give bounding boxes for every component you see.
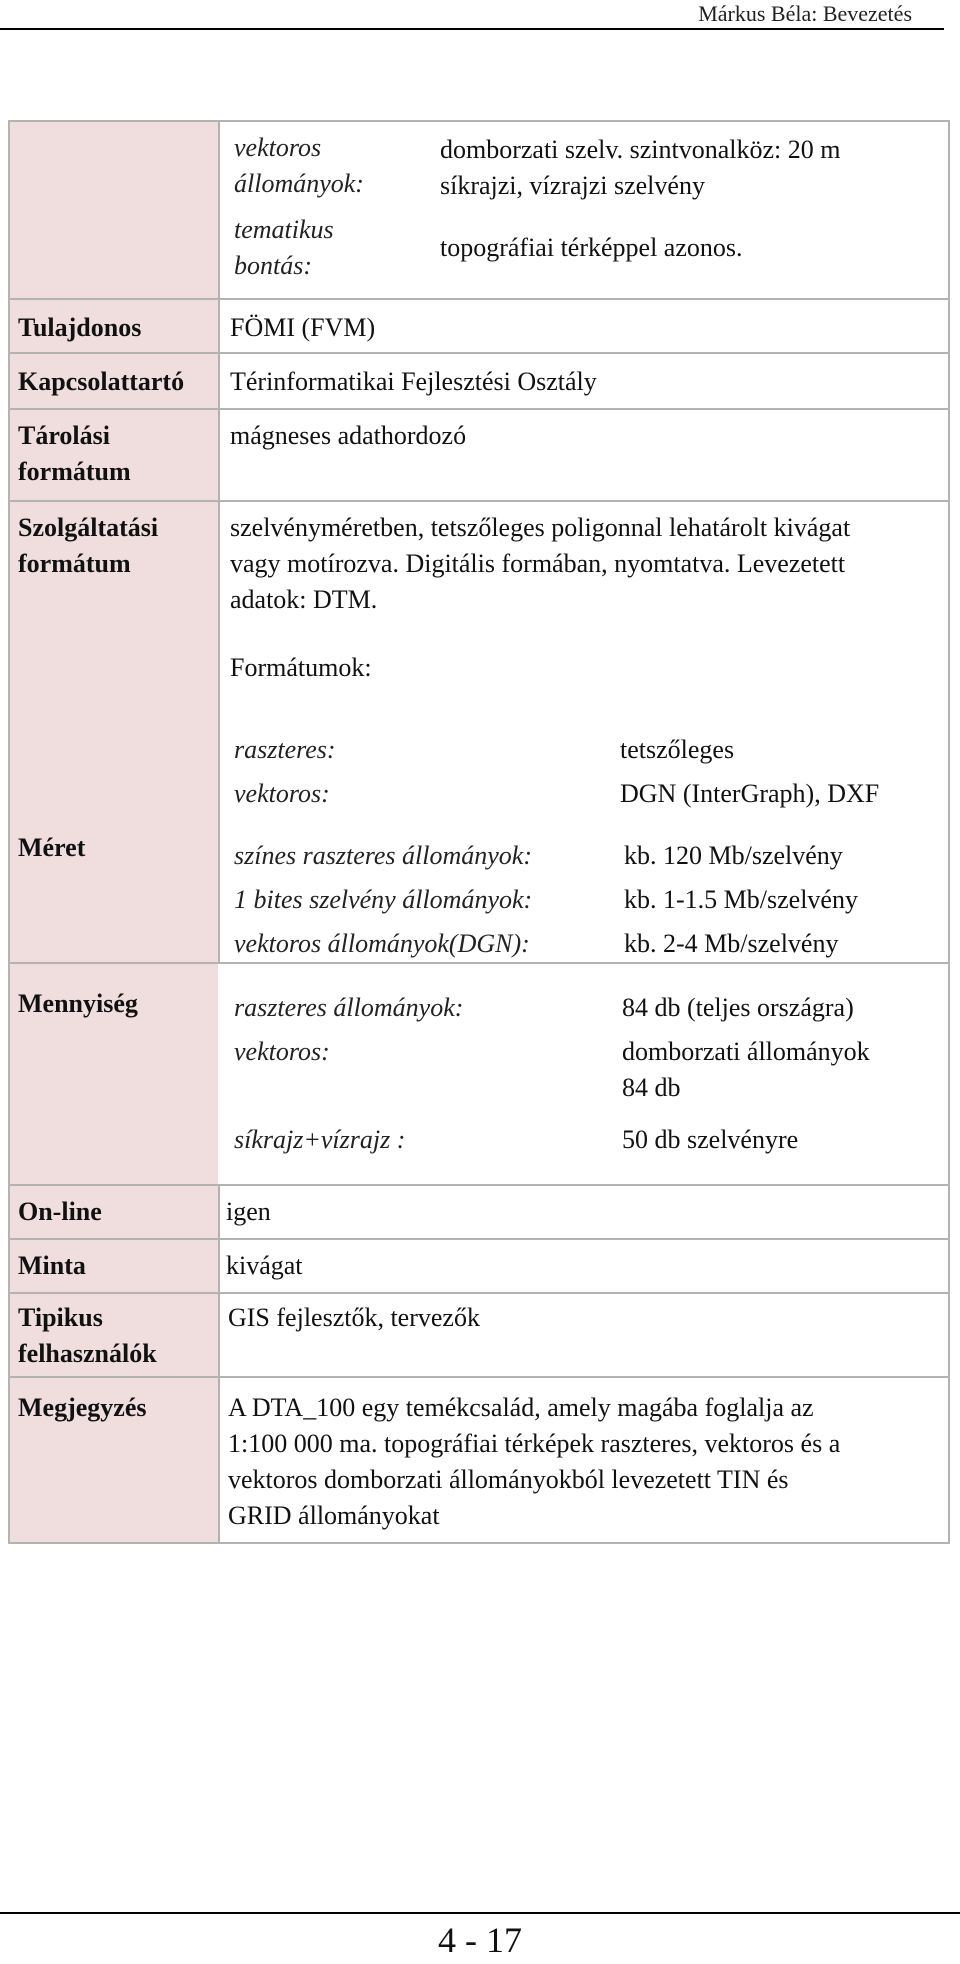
meret-item-key: vektoros állományok(DGN):: [234, 929, 530, 958]
running-title: Márkus Béla: Bevezetés: [698, 1, 912, 26]
column-divider: [218, 120, 220, 962]
row-border: [8, 962, 950, 964]
tematikus-bontas-value: topográfiai térképpel azonos.: [440, 233, 743, 262]
table-left-border: [8, 120, 10, 1544]
footer-rule: [0, 1912, 960, 1914]
mennyiseg-item-value: 50 db szelvényre: [622, 1125, 799, 1154]
meret-item-value: kb. 120 Mb/szelvény: [624, 841, 843, 870]
format-vektoros-key: vektoros:: [234, 779, 330, 808]
row-border: [8, 1292, 950, 1294]
tipikus-value: GIS fejlesztők, tervezők: [228, 1303, 480, 1332]
formatumok-heading: Formátumok:: [230, 653, 372, 682]
data-sheet-table: [8, 120, 950, 1544]
tematikus-bontas-key: tematikus bontás:: [234, 215, 334, 280]
vektoros-allomanyok-value: domborzati szelv. szintvonalköz: 20 m síkrajzi, vízrajzi szelvény: [440, 135, 841, 200]
row-border: [8, 298, 950, 300]
megjegyzes-label: Megjegyzés: [18, 1393, 147, 1422]
meret-item-key: 1 bites szelvény állományok:: [234, 885, 533, 914]
minta-label: Minta: [18, 1251, 86, 1280]
mennyiseg-item-value: domborzati állományok 84 db: [622, 1037, 870, 1102]
kapcsolattarto-label: Kapcsolattartó: [18, 367, 185, 396]
tulajdonos-value: FÖMI (FVM): [230, 313, 376, 342]
row-border: [8, 120, 950, 122]
row-border: [8, 1542, 950, 1544]
mennyiseg-item-key: vektoros:: [234, 1037, 330, 1066]
minta-value: kivágat: [226, 1251, 303, 1280]
mennyiseg-label: Mennyiség: [18, 989, 138, 1018]
column-divider: [218, 1184, 220, 1544]
row-border: [8, 1376, 950, 1378]
meret-item-value: kb. 2-4 Mb/szelvény: [624, 929, 839, 958]
format-raszteres-value: tetszőleges: [620, 735, 735, 764]
table-right-border: [948, 120, 950, 1544]
szolgaltatasi-label: Szolgáltatási formátum: [18, 513, 159, 578]
page-header: [0, 0, 960, 30]
row-border: [8, 1184, 950, 1186]
tarolasi-value: mágneses adathordozó: [230, 421, 467, 450]
meret-item-key: színes raszteres állományok:: [234, 841, 533, 870]
format-vektoros-value: DGN (InterGraph), DXF: [620, 779, 880, 808]
row-border: [8, 500, 950, 502]
tulajdonos-label: Tulajdonos: [18, 313, 142, 342]
online-label: On-line: [18, 1197, 102, 1226]
mennyiseg-item-key: raszteres állományok:: [234, 993, 464, 1022]
tipikus-label: Tipikus felhasználók: [18, 1303, 157, 1368]
tarolasi-label: Tárolási formátum: [18, 421, 131, 486]
meret-label: Méret: [18, 833, 86, 862]
megjegyzes-value: A DTA_100 egy temékcsalád, amely magába foglalja az 1:100 000 ma. topográfiai térképek raszteres, vektoros és a vektoros domborzati állományokból levezetett TIN és GRID állományokat: [228, 1393, 841, 1530]
page-number: 4 - 17: [438, 1920, 522, 1960]
online-value: igen: [226, 1197, 271, 1226]
format-raszteres-key: raszteres:: [234, 735, 336, 764]
mennyiseg-item-value: 84 db (teljes országra): [622, 993, 854, 1022]
row-border: [8, 1238, 950, 1240]
row-border: [8, 408, 950, 410]
vektoros-allomanyok-key: vektoros állományok:: [234, 133, 364, 198]
meret-item-value: kb. 1-1.5 Mb/szelvény: [624, 885, 858, 914]
kapcsolattarto-value: Térinformatikai Fejlesztési Osztály: [230, 367, 597, 396]
header-rule: [0, 28, 944, 30]
szolgaltatasi-value: szelvényméretben, tetszőleges poligonnal lehatárolt kivágat vagy motírozva. Digitális formában, nyomtatva. Levezetett adatok: DTM.: [230, 513, 851, 614]
row-border: [8, 352, 950, 354]
mennyiseg-item-key: síkrajz+vízrajz :: [234, 1125, 406, 1154]
